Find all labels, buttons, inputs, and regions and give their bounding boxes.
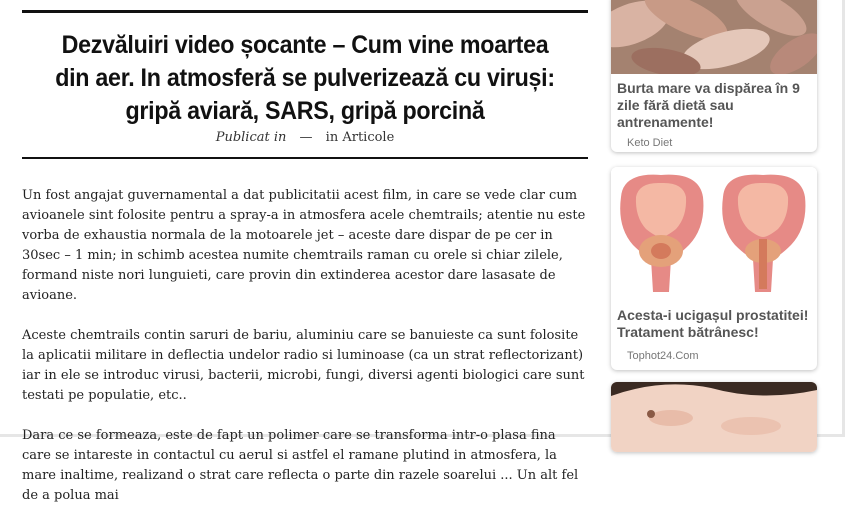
ad-headline[interactable]: Acesta-i ucigașul prostatitei! Tratament bătrânesc! <box>617 307 809 340</box>
article-meta <box>22 130 588 145</box>
meta-separator: — <box>299 130 313 145</box>
ad-source: Keto Diet <box>627 137 673 149</box>
ad-card[interactable] <box>611 0 817 152</box>
article-body <box>22 186 588 526</box>
header-rule-top <box>22 10 588 13</box>
category-prefix: in <box>325 130 339 145</box>
prostate-illustration-icon[interactable] <box>611 167 817 301</box>
article-paragraph: Aceste chemtrails contin saruri de bariu, aluminiu care se banuieste ca sunt folosite la aplicatii militare in deflectia undelor radio si luminoase (ca un strat reflectorizant) iar in ele se introduc virusi, bacterii, microbi, fungi, diversi agenti biologici care sunt testati pe populatie, etc.. <box>22 328 585 403</box>
ad-headline[interactable]: Burta mare va dispărea în 9 zile fără dietă sau antrenamente! <box>617 80 800 130</box>
ad-card[interactable] <box>611 167 817 370</box>
skin-photo-icon[interactable] <box>611 382 817 452</box>
article-paragraph: Dara ce se formeaza, este de fapt un polimer care se transforma intr-o plasa fina care se intareste in contactul cu aerul si astfel el ramane plutind in atmosfera, la mare inaltime, realizand o strat care reflecta o parte din razele soarelui ... Un alt fel de a polua mai <box>22 428 579 503</box>
article-title: Dezvăluiri video șocante – Cum vine moartea din aer. In atmosferă se pulverizează cu viruși: gripă aviară, SARS, gripă porcină <box>55 31 555 125</box>
ad-source: Tophot24.Com <box>627 350 699 362</box>
category-link[interactable]: Articole <box>342 130 395 145</box>
article-header <box>22 10 588 159</box>
vegetable-photo-icon[interactable] <box>611 0 817 74</box>
published-label: Publicat in <box>215 130 287 145</box>
header-rule-bottom <box>22 157 588 159</box>
ad-card[interactable] <box>611 382 817 452</box>
article-paragraph: Un fost angajat guvernamental a dat publicitatii acest film, in care se vede clar cum avioanele sint folosite pentru a spray-a in atmosfera acele chemtrails; atentie nu este vorba de exhaustia normala de la motoarele jet – aceste dare dispar de pe cer in 30sec – 1 min; in schimb acestea numite chemtrails raman cu orele si chiar zilele, formand niste nori lunguieti, care provin din extinderea acestor dare lasasate de avioane. <box>22 188 586 303</box>
